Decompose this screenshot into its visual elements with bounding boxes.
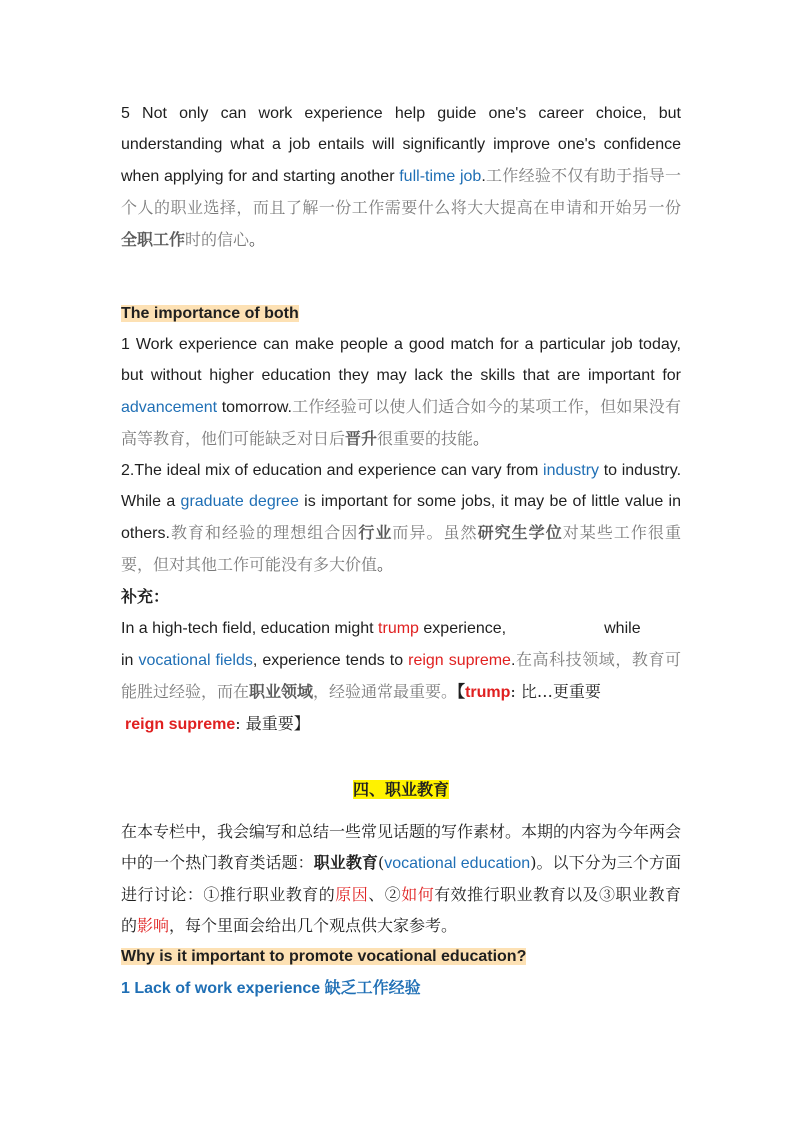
term-industry: industry (543, 462, 600, 479)
term-vocational-fields: vocational fields (138, 652, 253, 669)
heading-text: The importance of both (121, 305, 299, 322)
document-body (121, 98, 681, 1004)
both-paragraph-2 (121, 455, 681, 581)
intro-text-3: 、② (368, 885, 402, 904)
both-paragraph-1 (121, 329, 681, 455)
supp-chinese-bold: 职业领域 (249, 682, 314, 701)
term-advancement: advancement (121, 399, 218, 416)
supp-while: while (604, 620, 641, 637)
point-1-chinese: 缺乏工作经验 (324, 978, 421, 997)
supp-chinese-2: ，经验通常最重要。 (313, 682, 458, 701)
note-reign-supreme: reign supreme (125, 716, 236, 733)
question-heading-text: Why is it important to promote vocational education? (121, 948, 527, 965)
heading-importance-of-both (121, 298, 681, 329)
note-trump-def: : 比…更重要 (510, 682, 601, 701)
intro-paren: ( (377, 853, 385, 872)
supp-english-1: In a high-tech field, education might (121, 620, 379, 637)
intro-how: 如何 (401, 885, 435, 904)
p5-chinese-bold: 全职工作 (121, 230, 186, 249)
paragraph-5 (121, 98, 681, 256)
point-1-english: 1 Lack of work experience (121, 980, 325, 997)
term-trump: trump (378, 620, 419, 637)
both-p2-chinese-3: 对某些工作很重要，但对其他工作可能没有多大价值 (121, 523, 681, 574)
both-p1-chinese: 工作经验可以使人们适合如今的某项工作，但如果没有高等教育，他们可能缺乏对日后 (121, 397, 681, 448)
both-p2-english-3: is important for some jobs, it may be of little value in others. (121, 493, 682, 542)
both-p2-chinese-2: 而异。虽然 (392, 523, 478, 542)
term-reign-supreme: reign supreme (408, 652, 511, 669)
both-p2-english: 2.The ideal mix of education and experience can vary from (121, 462, 544, 479)
both-p1-chinese-end: 很重要的技能 (377, 429, 474, 448)
supplement-label (121, 581, 681, 613)
note-reign-supreme-def: : 最重要】 (235, 714, 310, 733)
supp-english-4: , experience tends to (252, 652, 409, 669)
both-p2-period: 。 (377, 555, 394, 574)
intro-reason: 原因 (335, 885, 369, 904)
p5-chinese: 工作经验不仅有助于指导一个人的职业选择，而且了解一份工作需要什么将大大提高在申请和开始另一份 (121, 166, 681, 217)
intro-bold-vocational: 职业教育 (313, 853, 378, 872)
supp-english-3: in (121, 652, 139, 669)
term-full-time-job: full-time job (399, 168, 482, 185)
section-4-intro (121, 816, 681, 941)
both-p1-english-end: tomorrow. (217, 399, 292, 416)
point-1-heading (121, 972, 681, 1004)
p5-dot: . (481, 168, 486, 185)
supp-chinese-1: 在高科技领域，教育可能胜过经验，而在 (121, 650, 682, 701)
intro-text-5: ，每个里面会给出几个观点供大家参考。 (169, 916, 458, 935)
supp-english-5: . (510, 652, 516, 669)
intro-impact: 影响 (137, 916, 170, 935)
question-heading (121, 941, 681, 972)
both-p2-chinese-bold-2: 研究生学位 (477, 523, 563, 542)
note-trump: trump (465, 684, 511, 701)
p5-english: 5 Not only can work experience help guide one's career choice, but understanding what a job entails will significantly improve one's confidence when applying for and starting another (121, 105, 681, 185)
term-vocational-education: vocational education (384, 855, 531, 872)
both-p2-chinese: 教育和经验的理想组合因 (169, 523, 359, 542)
p5-chinese-end: 时的信心 (185, 230, 250, 249)
both-p2-chinese-bold-1: 行业 (358, 523, 393, 542)
intro-text-2: )。以下分为三个方面进行讨论：①推行职业教育的 (121, 853, 681, 904)
note-bracket-open: 【 (457, 682, 466, 701)
both-p1-english: 1 Work experience can make people a good match for a particular job today, but without higher education they may lack the skills that are important for (121, 336, 681, 384)
term-graduate-degree: graduate degree (180, 493, 299, 510)
section-4-heading-text: 四、职业教育 (352, 780, 449, 799)
supplement-paragraph (121, 613, 681, 740)
both-p1-period: 。 (473, 429, 490, 448)
section-4-heading (121, 774, 681, 806)
intro-text-1: 在本专栏中，我会编写和总结一些常见话题的写作素材。本期的内容为今年两会中的一个热门教育类话题： (121, 822, 682, 872)
supplement-label-text: 补充： (121, 587, 170, 606)
both-p1-chinese-bold: 晋升 (345, 429, 378, 448)
supp-english-2: experience, (418, 620, 507, 637)
p5-period: 。 (249, 230, 266, 249)
intro-text-4: 有效推行职业教育以及③职业教育的 (121, 885, 681, 935)
both-p2-english-2: to industry. While a (121, 462, 682, 510)
